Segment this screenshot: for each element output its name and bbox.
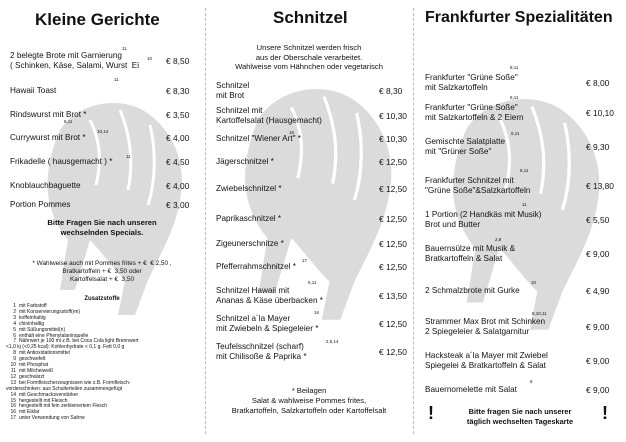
wahlweise-note: * Wahlweise auch mit Pommes frites + € € 2,50 , Bratkartoffeln + € 3,50 oder Kartoffelsalat + € 3,50 (32, 260, 172, 283)
additive-text: mit Eiklar (19, 409, 40, 416)
item-name: 2 belegte Brote mit Garnierung ( Schinken, Käse, Salami, Wurst Ei (10, 51, 140, 70)
item-price: € 10,30 (379, 111, 407, 121)
additive-number: 16 (10, 403, 16, 410)
item-price: € 12,50 (379, 319, 407, 329)
additive-number: 14 (10, 391, 16, 398)
additive-text: mit Antioxidationsmittel (19, 350, 70, 357)
item-price: € 10,30 (379, 134, 407, 144)
item-name: Schnitzel Hawaii mit Ananas & Käse überbacken * (216, 286, 323, 305)
additives-title: Zusatzstoffe (84, 296, 120, 302)
item-name: Bauernsülze mit Musik & Bratkartoffeln & Salat (425, 244, 516, 263)
item-price: € 9,30 (586, 142, 610, 152)
schnitzel-column (206, 0, 412, 442)
additive-number: 7 (13, 338, 16, 345)
additive-ref: 11 (126, 154, 131, 159)
item-name: Zwiebelschnitzel * (216, 184, 282, 193)
item-price: € 3,00 (166, 200, 190, 210)
additive-text: chininhaltig (19, 320, 45, 327)
additive-ref: 8,11 (510, 95, 519, 100)
item-name: Schnitzel "Wiener Art" * (216, 134, 301, 143)
additive-text: mit Farbstoff (19, 303, 47, 309)
item-price: € 4,50 (166, 157, 190, 167)
item-price: € 12,50 (379, 239, 407, 249)
item-price: € 8,50 (166, 56, 190, 66)
additive-ref: 10 (531, 280, 537, 285)
item-price: € 12,50 (379, 347, 407, 357)
item-name: Teufelsschnitzel (scharf) mit Chilisoße & Paprika * (216, 342, 307, 361)
item-name: Schnitzel a´la Mayer mit Zwiebeln & Spiegeleier * (216, 314, 319, 333)
item-price: € 10,10 (586, 108, 614, 118)
item-name: Rindswurst mit Brot * (10, 110, 87, 119)
additive-ref: 11 (122, 46, 127, 51)
additive-ref: 16 (289, 130, 295, 135)
additive-number: 4 (13, 320, 16, 327)
item-price: € 8,30 (379, 86, 403, 96)
item-name: Gemischte Salatplatte mit "Grüner Soße" (425, 137, 506, 156)
additive-text: bei Formfleischerzeugnissen wie z.B. Formfleisch- vorderschinken: aus Schulterteilen zusammengefügt (6, 379, 131, 392)
item-price: € 9,00 (586, 385, 610, 395)
exclamation-mark: ! (602, 403, 608, 423)
item-name: Frikadelle ( hausgemacht ) * (10, 157, 113, 166)
additive-number: 9 (13, 356, 16, 363)
additive-number: 8 (13, 350, 16, 357)
additive-text: mit Milcheiweiß (19, 367, 54, 374)
item-price: € 3,50 (166, 110, 190, 120)
item-price: € 4,90 (586, 286, 610, 296)
item-price: € 12,50 (379, 184, 407, 194)
additive-text: Nährwert je 100 ml z.B. bei Coca Cola light Brennwert <1,0 kj (<0,25 kcal): Kohlenhydrate < 0,1 g. Fett 0,0 g (6, 338, 139, 351)
additive-ref: 2,8 (495, 237, 502, 242)
additive-text: hergestellt mit fein zerkleinertem Flesch (19, 403, 108, 410)
schnitzel-intro: Unsere Schnitzel werden frisch aus der Oberschale verarbeitet. Wahlweise vom Hähnchen oder vegetarisch (235, 43, 383, 71)
additive-ref: 8,11 (64, 119, 73, 124)
item-name: Currywurst mit Brot * (10, 133, 86, 142)
ask-tageskarte-note: Bitte fragen Sie nach unserer täglich wechselten Tageskarte (466, 407, 574, 426)
item-name: 1 Portion (2 Handkäs mit Musik) Brot und Butter (425, 210, 542, 229)
additive-ref: 10 (147, 56, 153, 61)
additive-text: mit Konservierungsstoff(en) (19, 308, 81, 315)
additive-ref: 11 (114, 77, 119, 82)
exclamation-mark: ! (428, 403, 434, 423)
additive-ref: 16 (314, 310, 320, 315)
additive-ref: 10,14 (97, 129, 109, 134)
additive-ref: 2,5,14 (326, 339, 339, 344)
additive-number: 15 (10, 397, 16, 404)
section-title: Kleine Gerichte (35, 10, 160, 29)
section-title: Frankfurter Spezialitäten (425, 9, 613, 26)
item-price: € 12,50 (379, 157, 407, 167)
additive-text: geschwärzt (19, 373, 45, 380)
item-name: Knoblauchbaguette (10, 181, 81, 190)
item-price: € 9,00 (586, 356, 610, 366)
additive-text: hergestellt mit Fleisch (19, 397, 68, 404)
additives-list (6, 304, 139, 422)
additive-ref: 8,11 (511, 131, 520, 136)
additive-number: 3 (13, 314, 16, 321)
item-name: Bauernomelette mit Salat (425, 385, 517, 394)
item-price: € 8,00 (586, 78, 610, 88)
additive-number: 17 (10, 415, 16, 422)
additive-number: 12 (10, 373, 16, 380)
item-name: Portion Pommes (10, 200, 71, 209)
additive-ref: 8,10,11 (532, 311, 547, 316)
additive-ref: 17 (302, 258, 308, 263)
additive-text: mit Phosphat (19, 362, 49, 369)
item-price: € 5,50 (586, 215, 610, 225)
additive-text: enthält eine Phenylalaninquelle (19, 332, 89, 339)
additive-ref: 8,11 (510, 65, 519, 70)
additive-text: mit Süßungsmittel(n) (19, 326, 66, 333)
additive-number: 10 (10, 362, 16, 369)
item-name: Schnitzel mit Kartoffelsalat (Hausgemacht) (216, 106, 322, 125)
item-name: Strammer Max Brot mit Schinken 2 Spiegeleier & Salatgarnitur (425, 317, 546, 336)
additive-number: 1 (13, 303, 16, 309)
item-price: € 8,30 (166, 86, 190, 96)
additive-text: koffeinhaltig (19, 314, 46, 321)
additive-text: unter Verwendung von Sahne (19, 415, 85, 422)
additive-ref: 11 (522, 202, 527, 207)
item-name: Zigeunerschnitze * (216, 239, 284, 248)
beilagen-note: * Beilagen Salat & wahlweise Pommes frites, Bratkartoffeln, Salzkartoffeln oder Kartoffelsalt (231, 386, 387, 415)
kleine-gerichte-column (0, 0, 204, 442)
ask-specials-note: Bitte Fragen Sie nach unseren wechselnden Specials. (47, 218, 157, 237)
item-name: Frankfurter "Grüne Soße" mit Salzkartoffeln & 2 Eiern (425, 103, 524, 122)
additive-number: 11 (10, 367, 16, 374)
additive-ref: 8 (530, 379, 533, 384)
additive-number: 16 (10, 409, 16, 416)
additive-number: 13 (10, 379, 16, 386)
item-price: € 13,50 (379, 291, 407, 301)
additive-number: 6 (13, 332, 16, 339)
additive-entry (6, 416, 139, 422)
frankfurter-column (414, 0, 626, 442)
item-name: Pfefferrahmschnitzel * (216, 262, 296, 271)
item-name: Jägerschnitzel * (216, 157, 274, 166)
additive-text: geschwefelt (19, 356, 46, 363)
item-name: Paprikaschnitzel * (216, 214, 282, 223)
additive-ref: 8,11 (520, 168, 529, 173)
item-price: € 13,80 (586, 181, 614, 191)
item-name: Schnitzel mit Brot (216, 81, 250, 100)
item-price: € 12,50 (379, 262, 407, 272)
item-price: € 9,00 (586, 249, 610, 259)
item-price: € 12,50 (379, 214, 407, 224)
item-name: 2 Schmalzbrote mit Gurke (425, 286, 520, 295)
additive-number: 2 (13, 308, 16, 315)
item-price: € 4,00 (166, 133, 190, 143)
section-title: Schnitzel (273, 8, 348, 27)
item-name: Hacksteak a´la Mayer mit Zwiebel Spiegelei & Bratkartoffeln & Salat (425, 351, 548, 370)
item-price: € 9,00 (586, 322, 610, 332)
additive-ref: 5,11 (308, 280, 317, 285)
additive-number: 5 (13, 326, 16, 333)
item-name: Hawaii Toast (10, 86, 57, 95)
item-price: € 4,00 (166, 181, 190, 191)
item-name: Frankfurter "Grüne Soße" mit Salzkartoffeln (425, 73, 518, 92)
item-name: Frankfurter Schnitzel mit "Grüne Soße"&Salzkartoffeln (425, 176, 531, 195)
additive-text: mit Geschmacksverstärker (19, 391, 79, 398)
